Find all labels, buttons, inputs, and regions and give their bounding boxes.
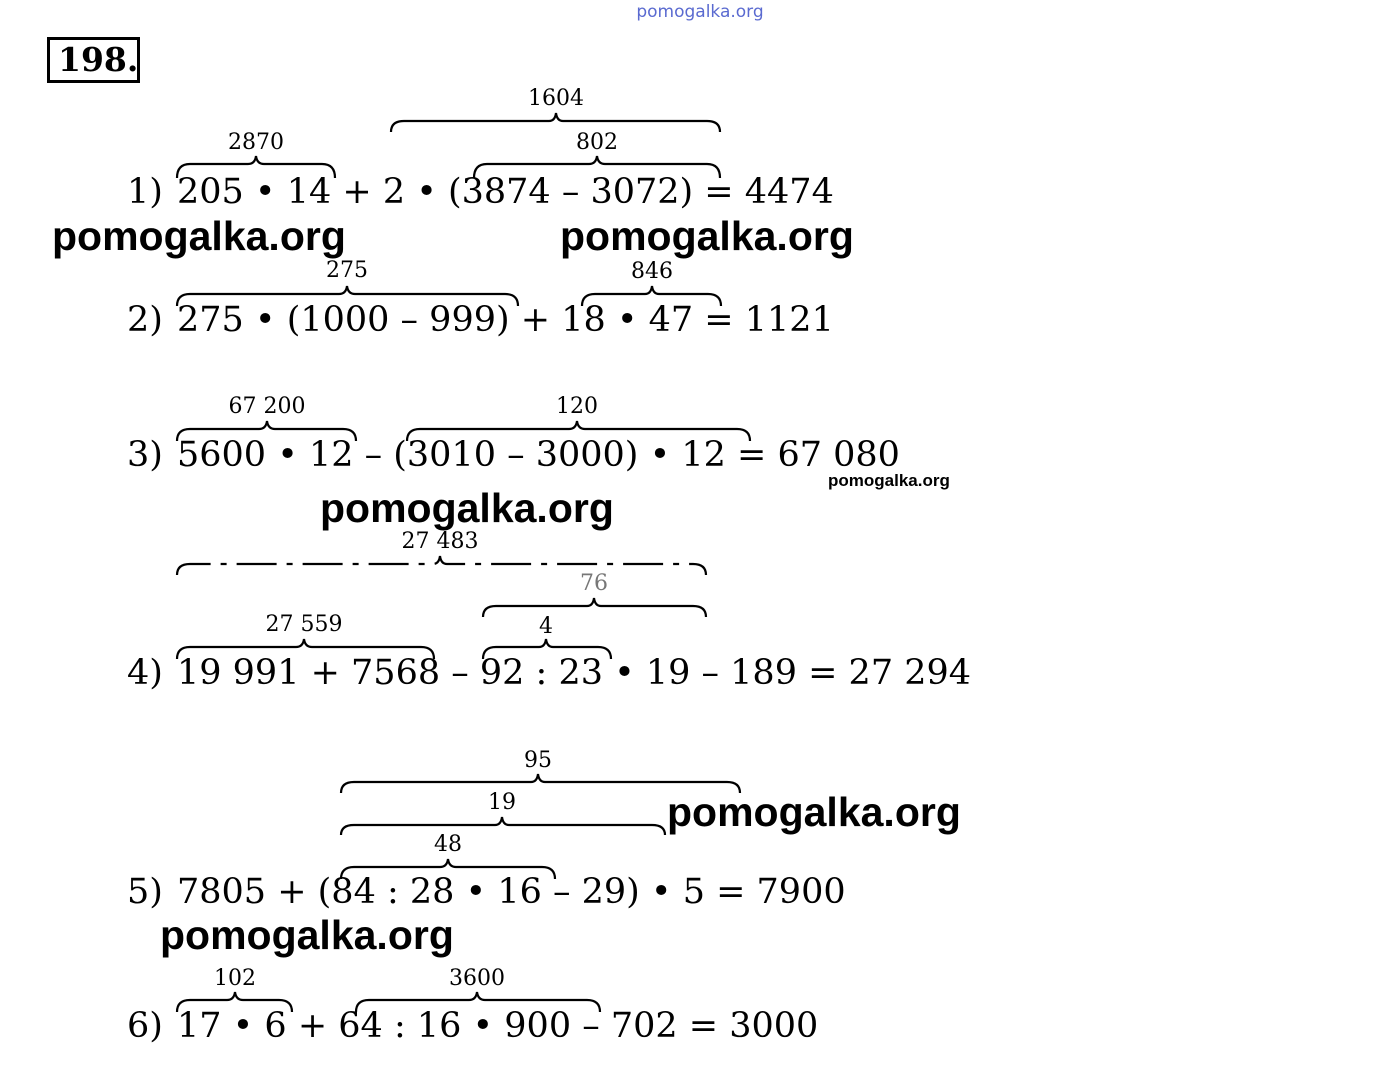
brace-label-p3-67200: 67 200 (228, 394, 306, 419)
brace-p4-76 (483, 598, 706, 617)
problem-1-label: 1) (127, 172, 163, 212)
brace-label-p5-95: 95 (524, 748, 552, 773)
brace-label-p1-802: 802 (576, 130, 618, 155)
problem-3-expression: 5600 • 12 – (3010 – 3000) • 12 = 67 080 (177, 435, 900, 475)
site-watermark: pomogalka.org (636, 2, 764, 22)
problem-5-expression: 7805 + (84 : 28 • 16 – 29) • 5 = 7900 (177, 872, 846, 912)
task-number: 198. (47, 37, 140, 83)
watermark-small: pomogalka.org (828, 471, 950, 490)
brace-p4-27483 (177, 556, 706, 575)
problem-3-label: 3) (127, 435, 163, 475)
problem-6-expression: 17 • 6 + 64 : 16 • 900 – 702 = 3000 (177, 1006, 819, 1046)
problem-4-expression: 19 991 + 7568 – 92 : 23 • 19 – 189 = 27 294 (177, 653, 972, 693)
brace-label-p4-27559: 27 559 (265, 612, 343, 637)
brace-label-p5-19: 19 (488, 790, 516, 815)
brace-label-p2-275: 275 (326, 258, 368, 283)
problem-1-expression: 205 • 14 + 2 • (3874 – 3072) = 4474 (177, 172, 834, 212)
watermark: pomogalka.org (320, 485, 614, 531)
brace-label-p5-48: 48 (434, 832, 462, 857)
brace-label-p4-4: 4 (539, 614, 553, 639)
watermark: pomogalka.org (667, 789, 961, 835)
watermark: pomogalka.org (52, 213, 346, 259)
watermark: pomogalka.org (160, 912, 454, 958)
brace-label-p3-120: 120 (556, 394, 598, 419)
brace-label-p6-3600: 3600 (449, 966, 505, 991)
brace-p5-19 (341, 817, 665, 835)
problem-6-label: 6) (127, 1006, 163, 1046)
brace-p1-1604 (391, 113, 720, 132)
brace-label-p6-102: 102 (214, 966, 256, 991)
brace-label-p1-2870: 2870 (228, 130, 284, 155)
brace-label-p1-1604: 1604 (528, 86, 584, 111)
problem-5-label: 5) (127, 872, 163, 912)
problem-2-expression: 275 • (1000 – 999) + 18 • 47 = 1121 (177, 300, 834, 340)
problem-2-label: 2) (127, 300, 163, 340)
problem-4-label: 4) (127, 653, 163, 693)
brace-label-p4-27483: 27 483 (401, 529, 479, 554)
brace-label-p2-846: 846 (631, 259, 673, 284)
watermark: pomogalka.org (560, 213, 854, 259)
brace-label-p4-76: 76 (580, 571, 608, 596)
